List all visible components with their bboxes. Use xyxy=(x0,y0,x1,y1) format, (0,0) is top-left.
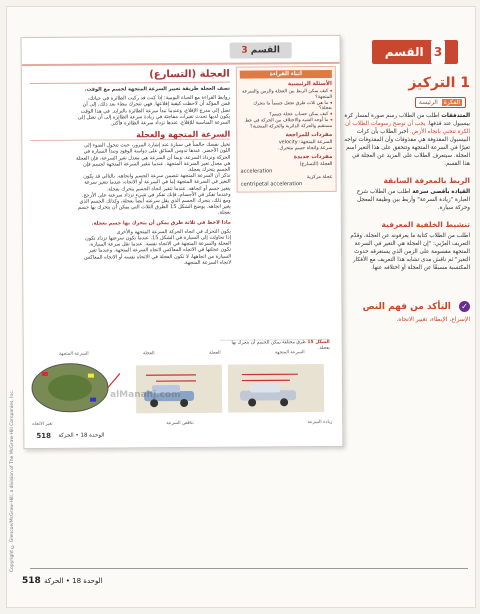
reading-check-title: التأكد من فهم النص xyxy=(362,302,451,312)
inset-question: ماذا لاحظ في ثلاثة طرق يمكن أن يتحرك بها جسم بعجلة. xyxy=(91,219,231,227)
speeding-car-illustration xyxy=(228,364,324,413)
inset-subheading: السرعة المتجهة والعجلة xyxy=(30,130,230,141)
inset-intro: تصف العجلة طريقة تغيير السرعة المتجهة لجسم مع الوقت. xyxy=(84,85,230,93)
inset-main-column xyxy=(30,69,231,267)
teacher-para-text: اطلب من الطلاب رسم صورة لمسار كرة بيسبول عند قذفها. xyxy=(344,113,470,127)
key-question: ◂ كيف يمكن حساب عجلة جسم؟ xyxy=(240,112,332,118)
reading-check-answer: الإسراع، الإبطاء، تغيير الاتجاه. xyxy=(396,316,470,323)
inset-body-line: السرعة المناسبة للإقلاع. عندها تزداد سرعة الطائرة فأكثر. xyxy=(110,119,231,127)
inset-body-line: السيارة من اتجاهها، لا تكون العجلة في الاتجاه نفسه أو الاتجاه المعاكس xyxy=(83,253,232,261)
new-term-ar: العجلة (التسارع) xyxy=(299,161,333,167)
figure-caption-label: الشكل 15 xyxy=(307,339,330,346)
figure-labels-row xyxy=(32,420,332,427)
key-questions-title: الأسئلة الرئيسية xyxy=(287,80,332,88)
inset-body-line: تذكر أن السرعة المتجهة تتضمن سرعة الجسم واتجاهه. بالتالي قد يكون xyxy=(83,172,231,180)
inset-section-bar xyxy=(230,42,292,58)
teacher-section-box xyxy=(372,40,458,64)
inset-body-line: الجسم يتحرك بعجلة. xyxy=(187,166,231,173)
figure-label: العجلة xyxy=(208,350,221,356)
figure-caption-text: طرق مختلفة يمكن للجسم أن يتحرك بها بعجلة. xyxy=(231,340,330,351)
teacher-para-background: اطلب من الطلاب كتابة ما يعرفونه عن العجلة، وقدّم التعريف العرّبي: "إن العجلة هي التغير في السرعة المتجهة مقسومة على الزمن الذي يستغرقه حدوث التغير" ثم ناقش مدى تشابه هذا التعريف مع الأفكار المكتسبة مسبقًا عن العجلة أو اختلافه عنها. xyxy=(350,233,470,271)
new-term-en: centripetal acceleration xyxy=(240,180,303,188)
review-term-def: سرعة واتجاه جسم متحرك. xyxy=(277,145,333,151)
teacher-para-focus xyxy=(344,112,470,168)
inset-body-line: وعندما تفكر في الأجسام، فإنك تفكر في شيء تزداد سرعته على الأرجح. xyxy=(81,191,231,199)
teacher-para-highlight: يجب أن توضح رسومات الطلاب أن الكرة تنحني باتجاه الأرض. xyxy=(345,121,470,135)
inset-body-line: تكون عجلتها في الاتجاه المعاكس لاتجاه السرعة المتجهة. وعندما تغير xyxy=(88,247,232,255)
figure-15-illustration xyxy=(28,356,328,418)
inset-body-line: يتغير جسم أو اتجاهه. عندما تتغير اتجاه الجسم يتحرك بعجلة. xyxy=(106,185,231,193)
inset-body-line: العجلة والسرعة المتجهة في الاتجاه نفسه. عندما تقل سرعة السيارة، xyxy=(89,240,232,248)
new-term-en: acceleration xyxy=(240,167,273,175)
check-icon: ✓ xyxy=(459,301,470,312)
figure-label: تناقص السرعة xyxy=(166,420,194,427)
inset-body-line: ومع ذلك، يتحرك الجسم الذي يقل سرعته أيضاً بعجلة، وكذلك الجسم الذي xyxy=(79,197,231,205)
inset-body-line: يغير اتجاهه. يوضح الشكل 15 الطرق الثلاث التي يمكن أن يتحرك بها جسم xyxy=(78,203,231,211)
teacher-heading: 1 التركيز xyxy=(408,75,470,91)
main-idea-tag-label: الرئيسة xyxy=(418,99,438,106)
inset-body-line: يكون لديها تحدث تغيرات مفاجئة في زيادة سرعة الطائرة إلى أن تصل إلى xyxy=(77,113,231,121)
inset-page-number: 518 xyxy=(36,431,52,441)
review-term-ar: السرعة المتجهة: xyxy=(299,139,333,145)
copyright-notice: Copyright © Glencoe/McGraw-Hill, a division of The McGraw-Hill Companies, Inc. xyxy=(10,389,15,572)
new-vocab-title: مفردات جديدة xyxy=(293,153,333,160)
reading-check-row xyxy=(344,294,470,313)
inset-body-line: فمن المؤكد أن لاحظت كيفية إقلاعها. فهي تتحرك ببطء بعد ذلك، إلى أن xyxy=(82,101,231,109)
key-question: ◂ ما أوجه الشبه والاختلاف بين الحركة في خط مستقيم والحركة الدائرية والحركة المنحنية؟ xyxy=(240,118,332,130)
main-idea-tag xyxy=(415,97,466,108)
reading-guide-box xyxy=(236,66,337,192)
figure-label: زيادة السرعة xyxy=(307,419,333,426)
key-question: ◂ ما هي ثلاث طرق تجعل جسماً ما يتحرك بعجلة؟ xyxy=(240,101,332,113)
inset-body-line: التغير في السرعة المتجهة إما في السرعة أو الاتجاه، عندما تتغير سرعة xyxy=(84,179,231,187)
main-idea-tag-prefix: الفكرة xyxy=(443,99,460,106)
inset-unit-label: الوحدة 18 • الحركة xyxy=(58,432,105,439)
review-vocab-title: مفردات للمراجعة xyxy=(285,131,333,138)
footer-page-number: 518 xyxy=(22,576,41,586)
teacher-section-number: 3 xyxy=(431,40,445,64)
teacher-section-label: القسم xyxy=(384,45,424,59)
teacher-para-text: أخبر الطلاب بأن كرات البيسبول المقذوفة هي مقذوفات وأن المقذوفات تواجه تغيرًا في السرعة المتجهة وتتحقق على هذا التغير اسم العجلة. سيتعرف الطلاب على المزيد عن العجلة في هذا القسم. xyxy=(344,129,470,167)
circular-track-illustration xyxy=(32,363,120,412)
teacher-para-lead: القيادة بأقصى سرعة xyxy=(412,189,470,195)
key-question: ◂ كيف يمكن الربط بين العجلة والزمن والسرعة المتجهة؟ xyxy=(240,89,332,101)
figure-label: العجلة xyxy=(142,351,155,357)
student-page-inset xyxy=(21,35,344,449)
figure-label: تغير الاتجاه xyxy=(32,421,53,428)
footer-rule xyxy=(30,568,468,569)
figure-label: السرعة المتجهة xyxy=(58,351,89,357)
review-term-en: velocity xyxy=(278,139,298,145)
inset-body-line: بعجلة. xyxy=(217,210,231,217)
inset-body-line: إذا تحاولت إلى السيارة في الشكل 15. عندما تكون سرعتها تزداد تكون xyxy=(85,234,231,242)
inset-body-line: هي معدل تغير السرعة المتجهة. عندما تتغير السرعة المتجهة لجسم فإن xyxy=(83,160,231,168)
reading-guide-banner: أثناء القراءة xyxy=(240,70,332,79)
teacher-column xyxy=(344,40,470,323)
teacher-subheading-prior: الربط بالمعرفة السابقة xyxy=(383,176,470,185)
inset-body-line: تصل إلى مدرج الإقلاع، وعندما تبدأ سرعة الطائرة بالتزايد. في هذا الوقت xyxy=(80,107,231,115)
inset-body-line: اللون الأخضر. عندها تدوس السائق على دواسة الوقود وتبدأ السيارة في xyxy=(83,148,231,156)
inset-section-label: القسم xyxy=(250,45,280,56)
footer-unit-label: الوحدة 18 • الحركة xyxy=(44,577,103,585)
inset-title: العجلة (التسارع) xyxy=(30,69,230,84)
figure-label: السرعة المتجهة xyxy=(274,350,305,356)
new-term-ar: عجلة مركزية xyxy=(306,174,333,180)
watermark-text: alManahj.com xyxy=(110,390,181,400)
inset-body-line: الحركة وتزداد السرعة. وبما أن السرعة هي معدل تغير السرعة، فإن العجلة xyxy=(75,154,231,162)
inset-footer xyxy=(24,428,342,444)
inset-body-line: يكون التحرك في اتجاه الحركة السرعة المتجهة والأخرى xyxy=(116,228,231,236)
teacher-para-text: اطلب من الطلاب شرح العبارة "زيادة السرعة" وأربط بين وظيفة المعجل وحركة سيارة. xyxy=(356,189,470,211)
inset-body-line: لاتجاه السرعة المتجهة. xyxy=(183,259,232,266)
teacher-para-prior xyxy=(344,188,470,212)
inset-section-number: 3 xyxy=(241,45,248,56)
teacher-para-lead: المتدفقات xyxy=(441,113,470,119)
teacher-subheading-background: تنشيط الخلفية المعرفية xyxy=(381,220,470,229)
inset-body-line: روابط القراءة مع الحياة اليومية: إذا كنت قد ركبت الطائرة في حياتك، xyxy=(87,94,231,102)
inset-side-column xyxy=(236,66,337,196)
inset-body-line: تخيل نفسك جالساً في سيارة عند إشارة المرور، حيث تتحول الضوء إلى xyxy=(83,141,231,149)
